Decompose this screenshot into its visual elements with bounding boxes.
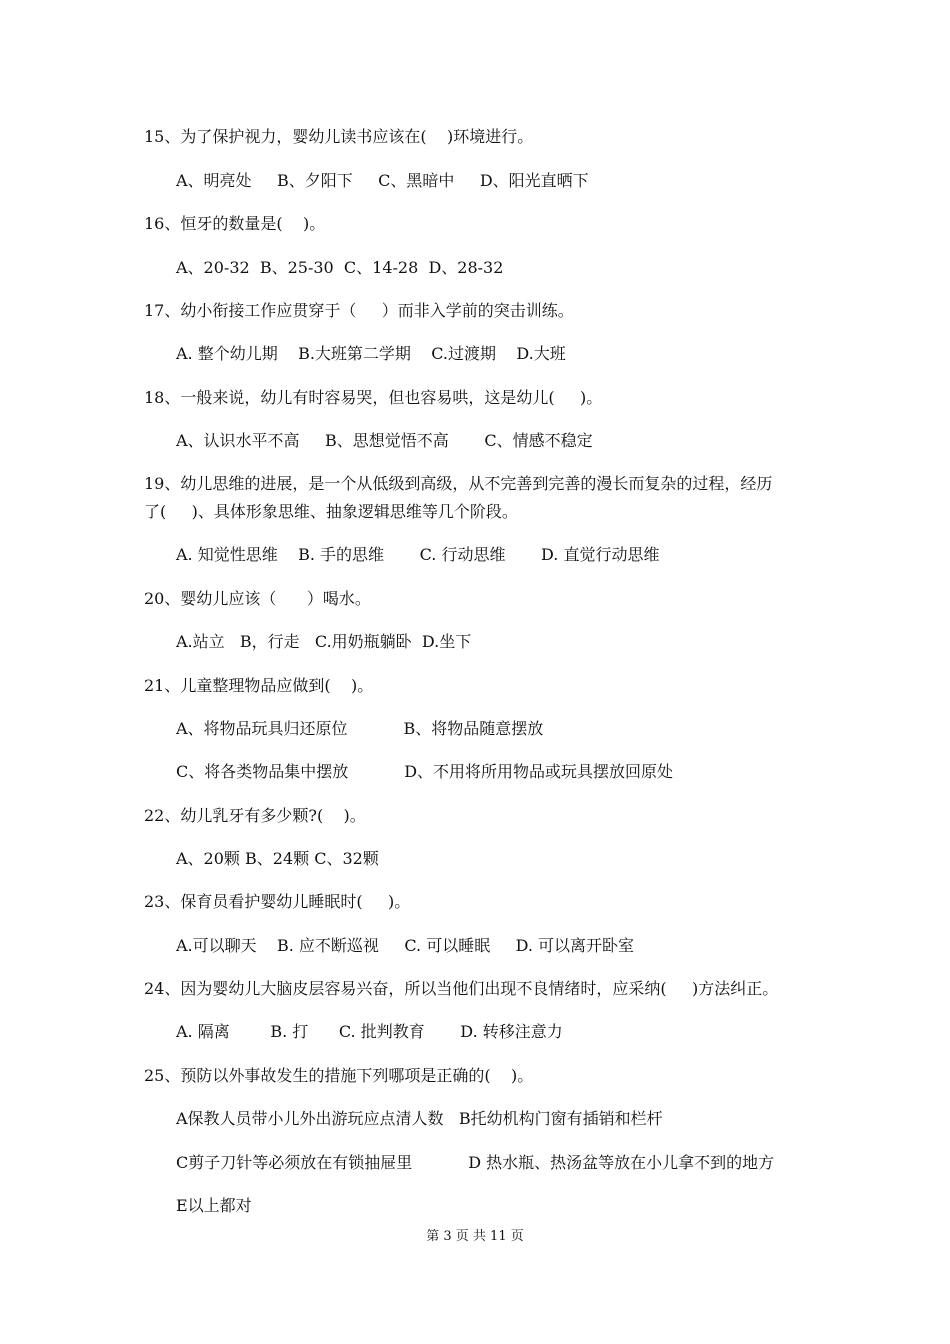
question-17-options: A. 整个幼儿期 B.大班第二学期 C.过渡期 D.大班 [176,344,566,363]
question-19-continued: 了( )、具体形象思维、抽象逻辑思维等几个阶段。 [144,502,518,521]
question-23: 23、保育员看护婴幼儿睡眠时( )。 [144,892,411,911]
question-25: 25、预防以外事故发生的措施下列哪项是正确的( )。 [144,1066,534,1085]
question-16: 16、恒牙的数量是( )。 [144,214,326,233]
question-20-options: A.站立 B，行走 C.用奶瓶躺卧 D.坐下 [176,632,472,651]
question-21-options-ab: A、将物品玩具归还原位 B、将物品随意摆放 [176,719,544,738]
question-22-options: A、20颗 B、24颗 C、32颗 [176,849,379,868]
question-23-options: A.可以聊天 B. 应不断巡视 C. 可以睡眠 D. 可以离开卧室 [176,936,635,955]
question-15: 15、为了保护视力，婴幼儿读书应该在( )环境进行。 [144,127,534,146]
question-18: 18、一般来说，幼儿有时容易哭，但也容易哄，这是幼儿( )。 [144,388,603,407]
question-24: 24、因为婴幼儿大脑皮层容易兴奋，所以当他们出现不良情绪时，应采纳( )方法纠正。 [144,979,779,998]
question-21-options-cd: C、将各类物品集中摆放 D、不用将所用物品或玩具摆放回原处 [176,762,674,781]
question-25-options-ab: A保教人员带小儿外出游玩应点清人数 B托幼机构门窗有插销和栏杆 [176,1109,663,1128]
question-19: 19、幼儿思维的进展，是一个从低级到高级，从不完善到完善的漫长而复杂的过程，经历 [144,474,773,493]
question-17: 17、幼小衔接工作应贯穿于（ ）而非入学前的突击训练。 [144,301,574,320]
question-18-options: A、认识水平不高 B、思想觉悟不高 C、情感不稳定 [176,431,593,450]
question-25-option-e: E以上都对 [176,1196,252,1215]
question-24-options: A. 隔离 B. 打 C. 批判教育 D. 转移注意力 [176,1022,563,1041]
page-footer: 第 3 页 共 11 页 [426,1229,524,1244]
question-20: 20、婴幼儿应该（ ）喝水。 [144,589,371,608]
question-15-options: A、明亮处 B、夕阳下 C、黑暗中 D、阳光直晒下 [176,171,589,190]
question-16-options: A、20-32 B、25-30 C、14-28 D、28-32 [176,258,504,277]
question-21: 21、儿童整理物品应做到( )。 [144,676,374,695]
question-22: 22、幼儿乳牙有多少颗?( )。 [144,806,366,825]
question-25-options-cd: C剪子刀针等必须放在有锁抽屉里 D 热水瓶、热汤盆等放在小儿拿不到的地方 [176,1153,775,1172]
question-19-options: A. 知觉性思维 B. 手的思维 C. 行动思维 D. 直觉行动思维 [176,545,660,564]
